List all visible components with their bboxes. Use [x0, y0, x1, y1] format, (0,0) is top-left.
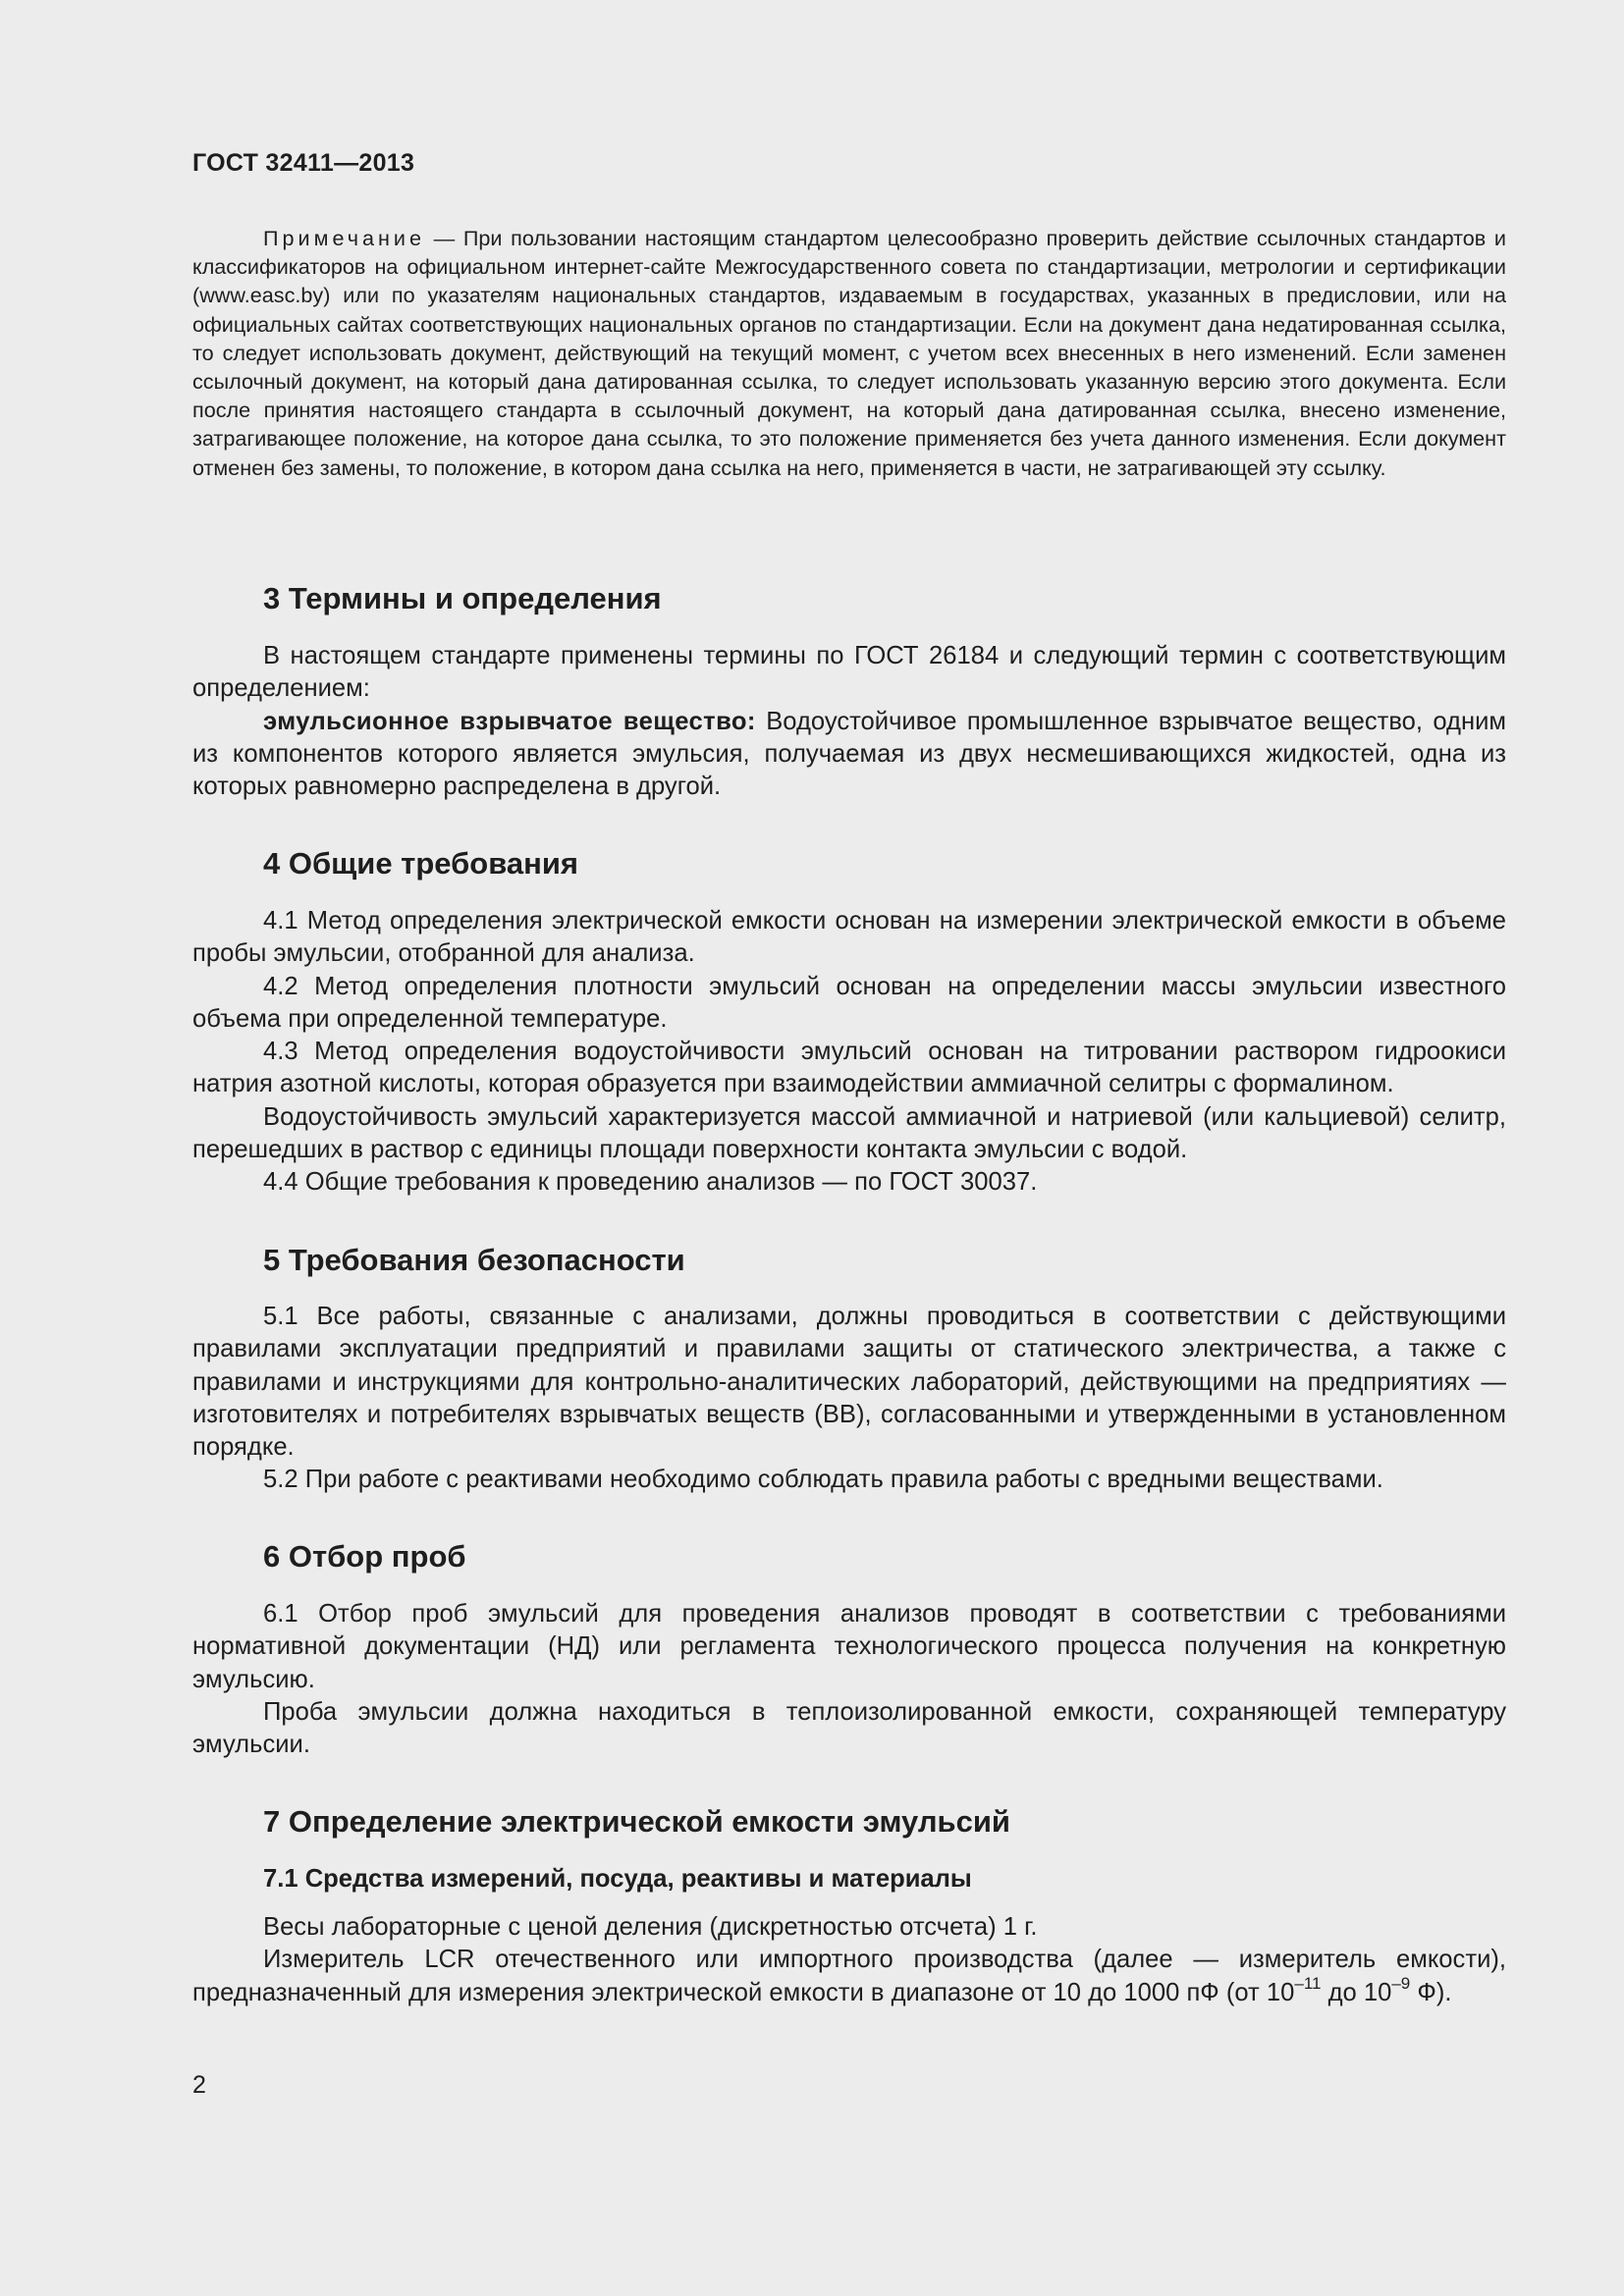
- subsection-7-1-heading: 7.1 Средства измерений, посуда, реактивы и материалы: [263, 1865, 972, 1893]
- page-number: 2: [192, 2071, 206, 2099]
- section-3-body: [192, 640, 1506, 803]
- paragraph-4-1: 4.1 Метод определения электрической емкости основан на измерении электрической емкости в объеме пробы эмульсии, отобранной для анализа.: [192, 907, 1506, 968]
- section-4-body: [192, 905, 1506, 1200]
- paragraph-4-4: 4.4 Общие требования к проведению анализов — по ГОСТ 30037.: [263, 1168, 1038, 1197]
- section-3-intro: В настоящем стандарте применены термины по ГОСТ 26184 и следующий термин с соответствующим определением:: [192, 642, 1506, 703]
- paragraph-7-1-lcr-meter: [192, 1944, 1506, 2009]
- reference-note: [192, 224, 1506, 482]
- lcr-text-c: Ф).: [1410, 1978, 1452, 2006]
- paragraph-4-3: 4.3 Метод определения водоустойчивости эмульсий основан на титровании раствором гидроокиси натрия азотной кислоты, которая образуется при взаимодействии аммиачной селитры с формалином.: [192, 1038, 1506, 1098]
- section-4-heading: 4 Общие требования: [263, 846, 578, 881]
- term-text: Водоустойчивое промышленное взрывчатое вещество, одним из компонентов которого является эмульсия, получаемая из двух несмешивающихся жидкостей, одна из которых равномерно распределена в другой.: [192, 707, 1506, 801]
- paragraph-4-3-water-resistance: Водоустойчивость эмульсий характеризуется массой аммиачной и натриевой (или кальциевой) селитр, перешедших в раствор с единицы площади поверхности контакта эмульсии с водой.: [192, 1102, 1506, 1164]
- lcr-text-a: Измеритель LCR отечественного или импортного производства (далее — измеритель емкости), предназначенный для измерения электрической емкости в диапазоне от 10 до 1000 пФ (от 10: [192, 1946, 1506, 2006]
- term-name: эмульсионное взрывчатое вещество:: [263, 707, 756, 735]
- section-7-heading: 7 Определение электрической емкости эмульсий: [263, 1804, 1010, 1839]
- term-definition: [192, 706, 1506, 804]
- paragraph-5-2: 5.2 При работе с реактивами необходимо соблюдать правила работы с вредными веществами.: [263, 1466, 1383, 1494]
- exponent-1: –11: [1294, 1974, 1322, 1994]
- section-5-heading: 5 Требования безопасности: [263, 1243, 685, 1277]
- section-7-body: [192, 1911, 1506, 2009]
- note-text: — При пользовании настоящим стандартом целесообразно проверить действие ссылочных стандартов и классификаторов на официальном интернет-сайте Межгосударственного совета по стандартизации, метрологии и сертификации (www.easc.by) или по указателям национальных стандартов, издаваемым в государствах, указанных в предисловии, или на официальных сайтах соответствующих национальных органов по стандартизации. Если на документ дана недатированная ссылка, то следует использовать документ, действующий на текущий момент, с учетом всех внесенных в него изменений. Если заменен ссылочный документ, на который дана датированная ссылка, то следует использовать указанную версию этого документа. Если после принятия настоящего стандарта в ссылочный документ, на который дана датированная ссылка, внесено изменение, затрагивающее положение, на которое дана ссылка, то это положение применяется без учета данного изменения. Если документ отменен без замены, то положение, в котором дана ссылка на него, применяется в части, не затрагивающей эту ссылку.: [192, 226, 1506, 480]
- paragraph-6-1-sample: Проба эмульсии должна находиться в теплоизолированной емкости, сохраняющей температуру эмульсии.: [192, 1697, 1506, 1759]
- lcr-text-b: до 10: [1321, 1978, 1392, 2006]
- standard-code: ГОСТ 32411—2013: [192, 149, 415, 177]
- paragraph-7-1-scales: Весы лабораторные с ценой деления (дискретностью отсчета) 1 г.: [263, 1913, 1038, 1941]
- section-6-heading: 6 Отбор проб: [263, 1539, 466, 1574]
- paragraph-5-1: 5.1 Все работы, связанные с анализами, должны проводиться в соответствии с действующими правилами эксплуатации предприятий и правилами защиты от статического электричества, а также с правилами и инструкциями для контрольно-аналитических лабораторий, действующими на предприятиях — изготовителях и потребителях взрывчатых веществ (ВВ), согласованными и утвержденными в установленном порядке.: [192, 1303, 1506, 1462]
- note-label: Примечание: [263, 226, 425, 250]
- paragraph-6-1: 6.1 Отбор проб эмульсий для проведения анализов проводят в соответствии с требованиями нормативной документации (НД) или регламента технологического процесса получения на конкретную эмульсию.: [192, 1600, 1506, 1693]
- paragraph-4-2: 4.2 Метод определения плотности эмульсий основан на определении массы эмульсии известного объема при определенной температуре.: [192, 972, 1506, 1033]
- section-5-body: [192, 1301, 1506, 1497]
- exponent-2: –9: [1391, 1974, 1411, 1994]
- section-6-body: [192, 1598, 1506, 1761]
- section-3-heading: 3 Термины и определения: [263, 581, 662, 615]
